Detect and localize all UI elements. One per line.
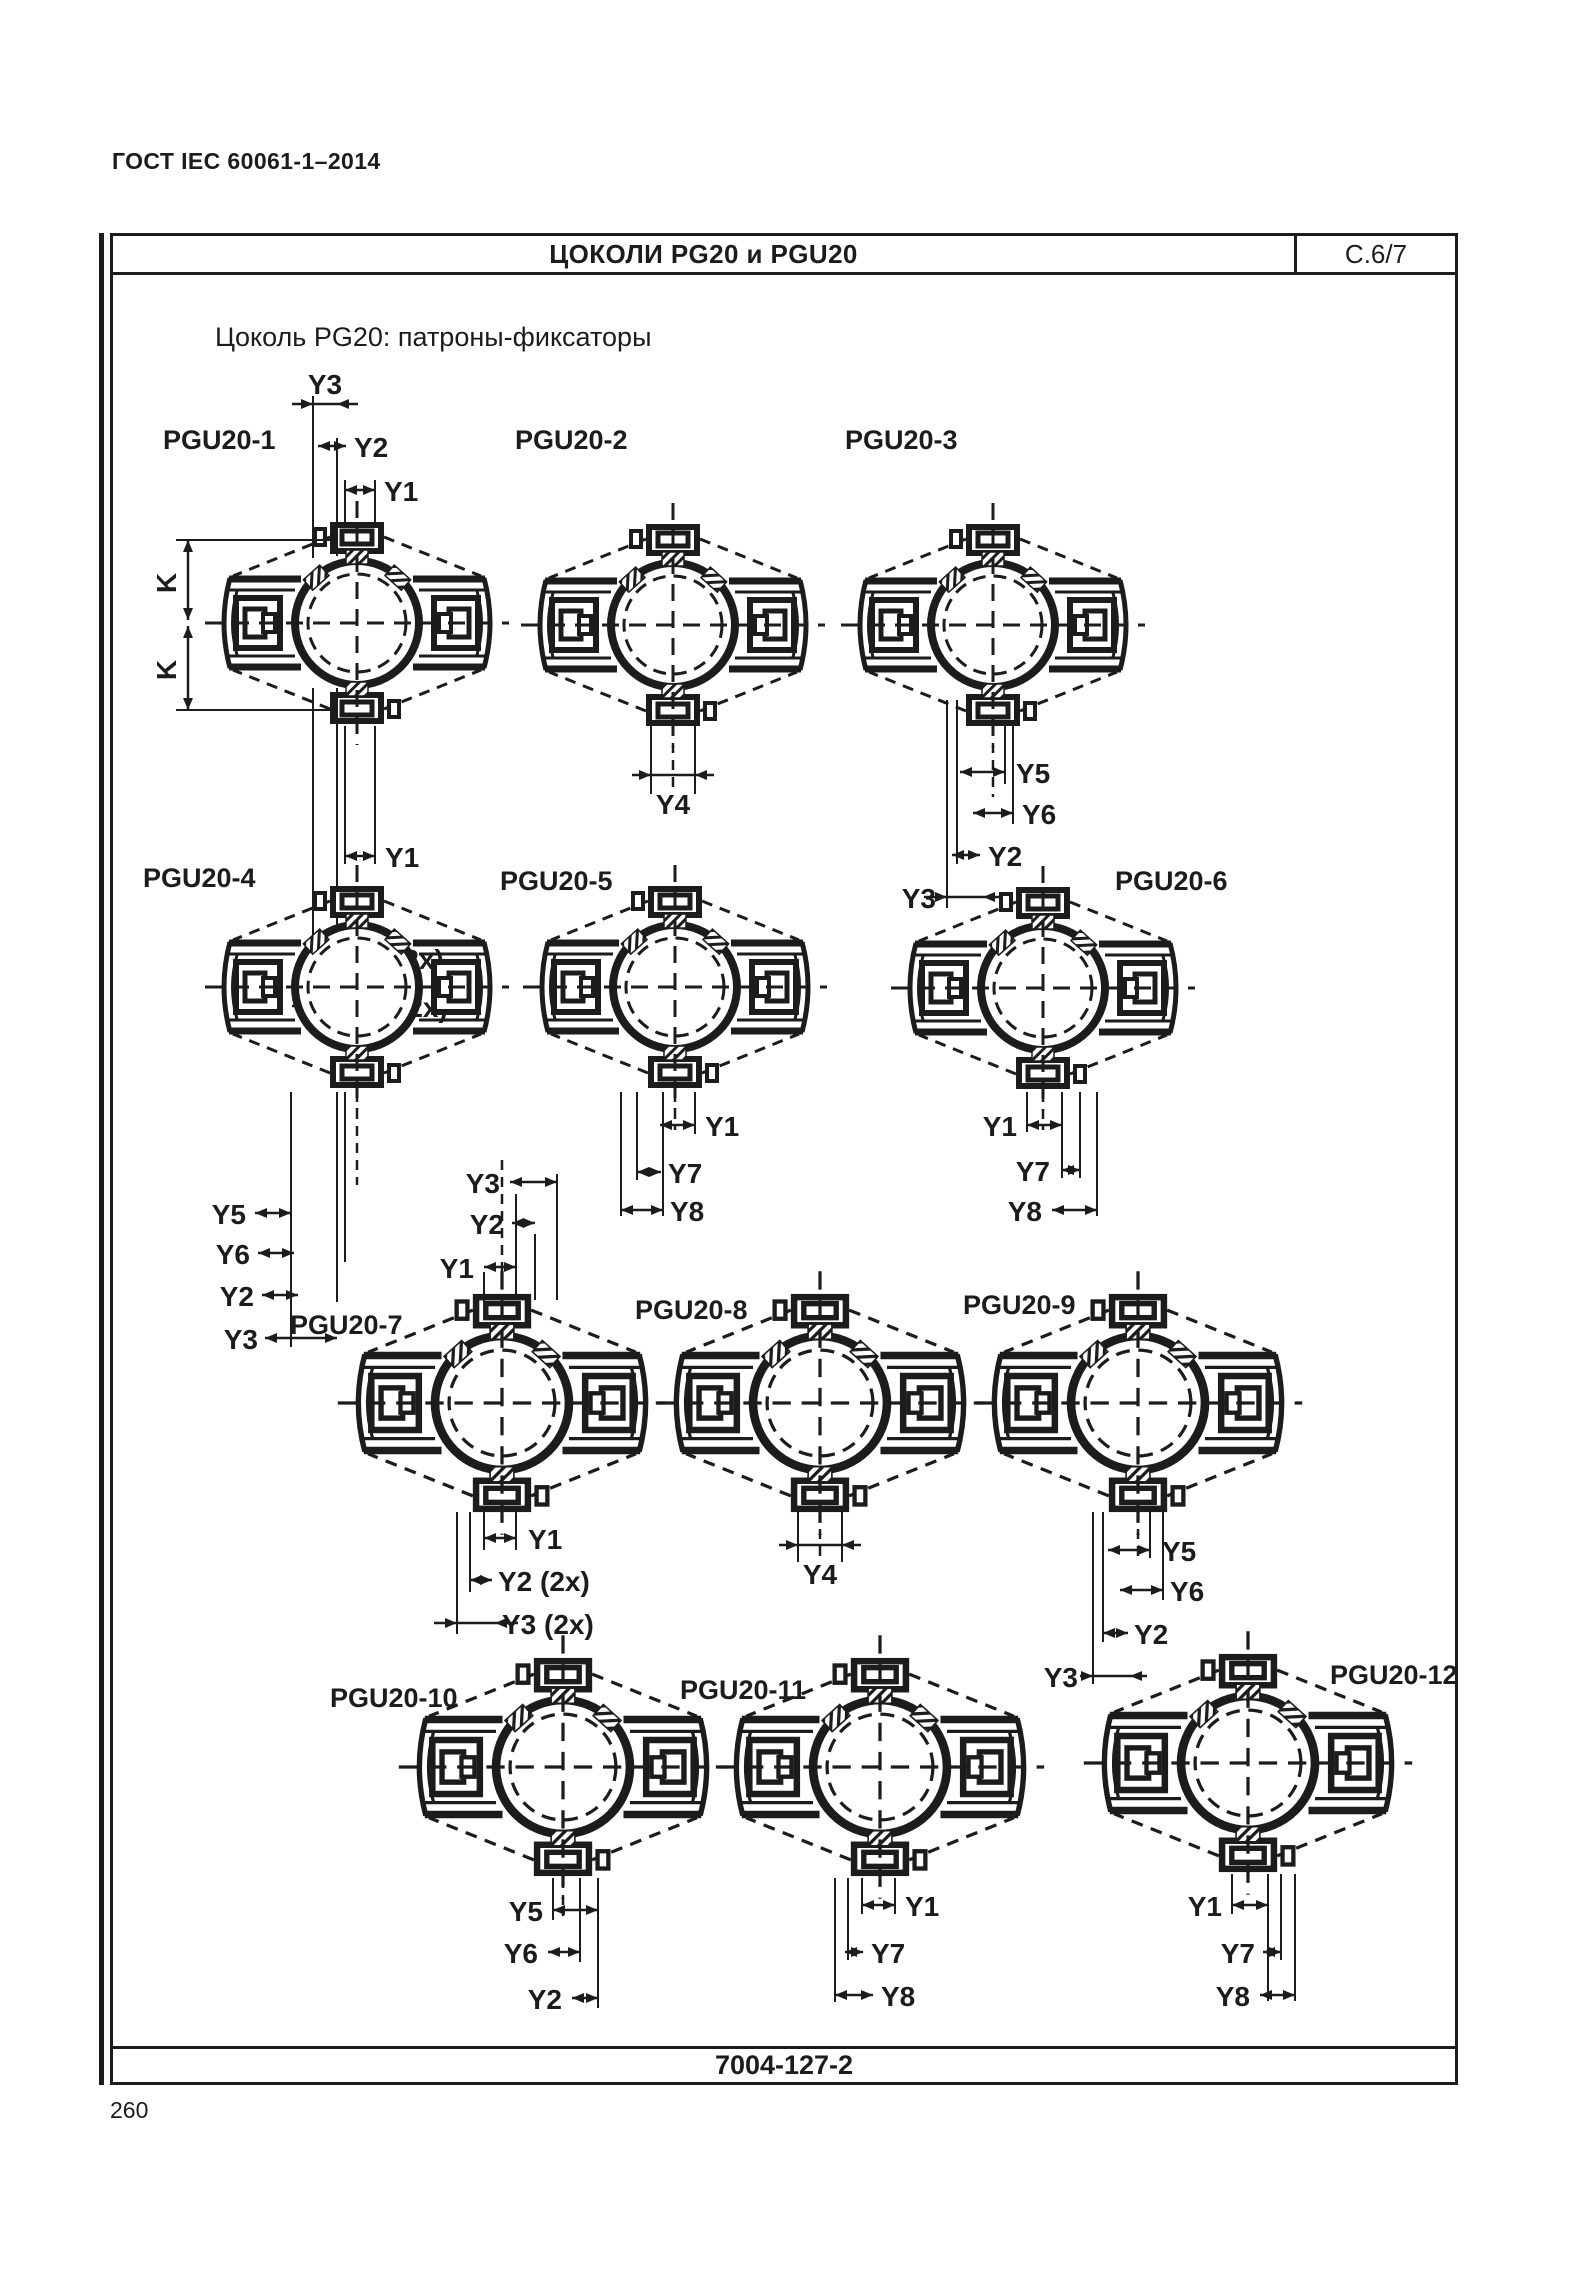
dim-label: Y7	[871, 1938, 906, 1969]
footer-bar	[110, 2046, 1458, 2085]
dim-label: Y1	[1187, 1891, 1222, 1922]
figure-pgu20-12	[1084, 1631, 1458, 2012]
figure-title: PGU20-7	[290, 1310, 403, 1340]
figure-pgu20-2	[515, 425, 825, 820]
dim-label: Y5	[1016, 758, 1051, 789]
dim-label: Y1	[385, 842, 420, 873]
dim-label: Y1	[528, 1524, 563, 1555]
figure-pgu20-10	[330, 1635, 727, 2015]
dimension-annotations	[151, 369, 448, 1023]
figure-pgu20-8	[635, 1271, 984, 1590]
sheet-page-ref: С.6/7	[1294, 236, 1455, 272]
lampholder-drawing	[841, 503, 1145, 747]
dim-label: Y2	[988, 841, 1023, 872]
dim-label: Y2	[1134, 1619, 1169, 1650]
dimension-annotations	[1044, 1512, 1205, 1693]
dim-label: Y3	[1043, 1662, 1078, 1693]
dim-label: Y5	[1162, 1536, 1197, 1567]
figure-pgu20-11	[680, 1635, 1044, 2012]
figure-title: PGU20-5	[500, 866, 613, 896]
dim-label: Y7	[1015, 1156, 1050, 1187]
dim-label: Y8	[881, 1981, 916, 2012]
dim-label: Y3	[901, 883, 936, 914]
dim-label: K	[151, 572, 182, 594]
dim-label: Y2	[469, 1209, 504, 1240]
dim-label: Y2	[527, 1984, 562, 2015]
dim-label: Y1	[439, 1253, 474, 1284]
dim-label: Y6	[215, 1239, 250, 1270]
dim-label: Y4	[655, 789, 691, 820]
dim-label: Y3	[465, 1168, 500, 1199]
lampholder-drawing	[205, 501, 509, 745]
figure-title: PGU20-6	[1115, 866, 1228, 896]
dim-label: K	[151, 659, 182, 681]
lampholder-drawing	[891, 866, 1195, 1110]
figure-title: PGU20-2	[515, 425, 628, 455]
dimension-annotations	[983, 1092, 1097, 1227]
figure-title: PGU20-10	[330, 1683, 458, 1713]
dim-label: Y3 (2x)	[502, 1609, 594, 1640]
dim-label: Y4	[802, 1559, 838, 1590]
dim-label: Y2	[219, 1281, 254, 1312]
dimension-annotations	[621, 1092, 739, 1227]
sheet-title: ЦОКОЛИ PG20 и PGU20	[549, 238, 858, 269]
figure-title: PGU20-12	[1330, 1660, 1458, 1690]
dim-label: Y5	[508, 1896, 543, 1927]
dim-label: Y1	[384, 476, 419, 507]
figure-title: PGU20-9	[963, 1290, 1076, 1320]
dim-label: Y8	[670, 1196, 705, 1227]
dim-label: Y8	[1215, 1981, 1250, 2012]
figure-pgu20-6	[891, 866, 1228, 1227]
figure-title: PGU20-8	[635, 1295, 748, 1325]
dim-label: Y1	[705, 1111, 740, 1142]
dimension-annotations	[779, 1512, 861, 1590]
figure-pgu20-7	[290, 1160, 666, 1640]
document-code: ГОСТ IEC 60061-1–2014	[112, 148, 381, 174]
dim-label: Y1	[982, 1111, 1017, 1142]
dimension-annotations	[504, 1878, 598, 2015]
drawing-sheet-code: 7004-127-2	[714, 2050, 854, 2080]
figure-title: PGU20-3	[845, 425, 958, 455]
figure-pgu20-5	[500, 865, 827, 1227]
page-number: 260	[110, 2097, 149, 2123]
dim-label: Y2 (2x)	[498, 1566, 590, 1597]
lampholder-drawing	[205, 865, 509, 1109]
dim-label: Y7	[1220, 1938, 1255, 1969]
figure-title: PGU20-1	[163, 425, 276, 455]
dim-label: Y7	[668, 1158, 703, 1189]
dim-label: Y3	[307, 369, 343, 400]
dim-label: Y8	[1007, 1196, 1042, 1227]
figure-title: PGU20-4	[143, 863, 256, 893]
dim-label: Y3	[223, 1324, 258, 1355]
dim-label: Y2	[354, 432, 389, 463]
dim-label: Y6	[1170, 1576, 1205, 1607]
dimension-annotations	[632, 726, 714, 820]
figure-pgu20-1	[151, 369, 509, 1023]
dim-label: Y5	[211, 1199, 246, 1230]
dimension-annotations	[902, 700, 1057, 914]
dim-label: Y6	[503, 1938, 538, 1969]
dim-label: Y6	[1022, 799, 1057, 830]
dim-label: Y1	[905, 1891, 940, 1922]
figure-pgu20-9	[963, 1271, 1302, 1693]
dimension-annotations	[1188, 1874, 1295, 2012]
figure-title: PGU20-11	[680, 1675, 807, 1705]
figure-pgu20-3	[841, 425, 1145, 914]
sheet-subtitle: Цоколь PG20: патроны-фиксаторы	[215, 322, 652, 352]
lampholder-drawing	[399, 1635, 727, 1899]
lampholder-drawing	[521, 503, 825, 747]
lampholder-drawing	[523, 865, 827, 1109]
dimension-annotations	[835, 1878, 939, 2012]
